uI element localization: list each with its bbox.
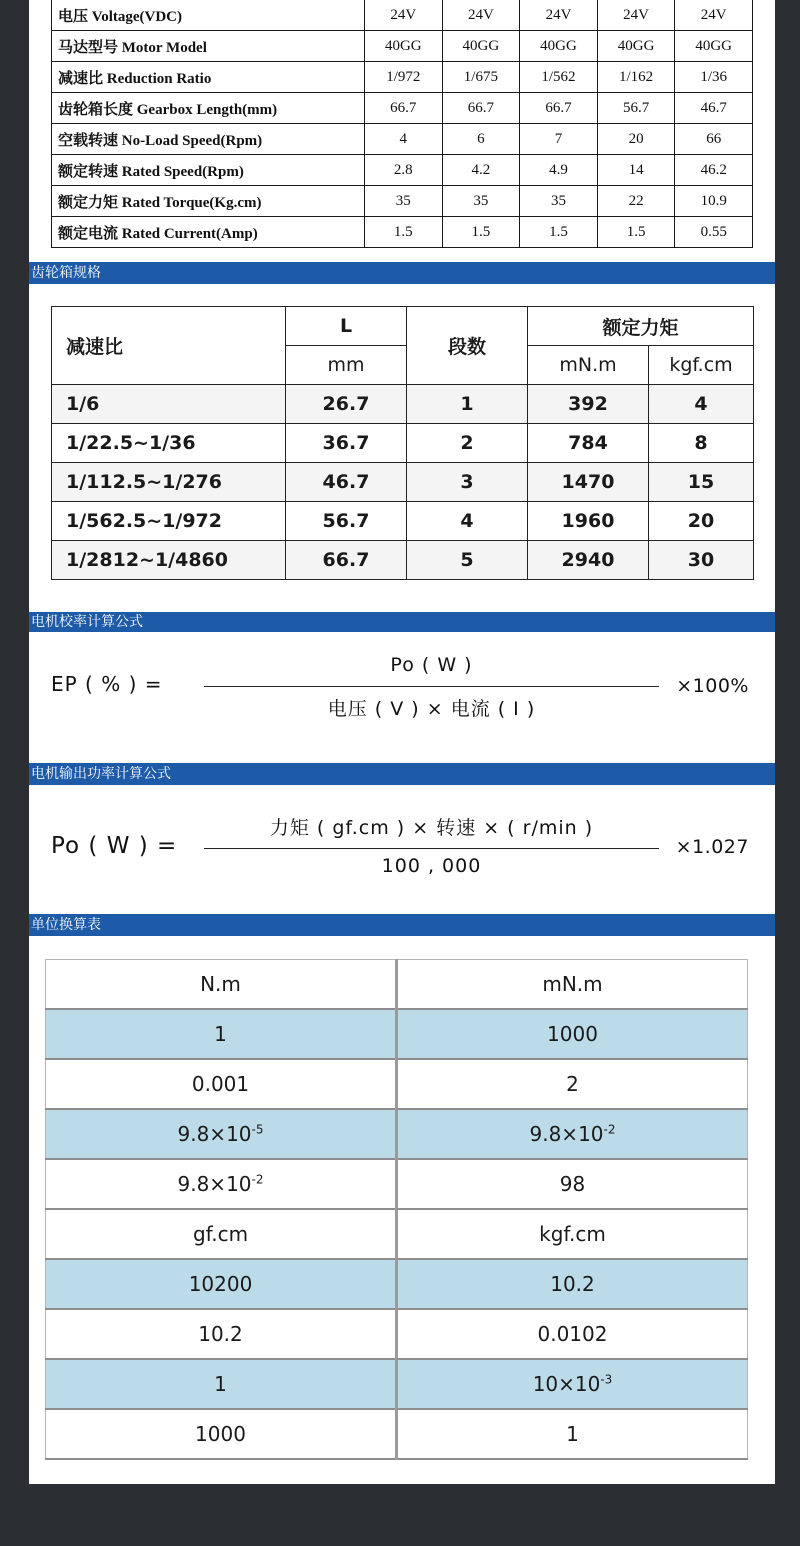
spec-label: 电压 Voltage(VDC) — [52, 0, 365, 31]
spec-cell: 46.2 — [675, 155, 753, 186]
fraction-line — [204, 686, 659, 687]
unit-cell: N.m — [46, 960, 397, 1010]
table-row — [52, 541, 754, 580]
spec-cell: 24V — [365, 0, 443, 31]
table-row — [52, 424, 754, 463]
formula-numerator: 力矩 ( gf.cm ) × 转速 × ( r/min ) — [269, 817, 594, 839]
table-row — [46, 1309, 748, 1359]
spec-cell: 66.7 — [520, 93, 598, 124]
gear-torque-mnm: 784 — [528, 424, 649, 463]
gear-ratio: 1/562.5~1/972 — [52, 502, 286, 541]
unit-cell: 10200 — [46, 1259, 397, 1309]
gear-torque-mnm: 1960 — [528, 502, 649, 541]
spec-cell: 1/675 — [442, 62, 520, 93]
gear-ratio: 1/22.5~1/36 — [52, 424, 286, 463]
spec-cell: 40GG — [365, 31, 443, 62]
formula-numerator: Po ( W ) — [390, 654, 473, 676]
fraction-line — [204, 848, 659, 849]
spec-row — [52, 93, 753, 124]
unit-base: 9.8×10 — [177, 1172, 252, 1196]
gear-length: 46.7 — [286, 463, 407, 502]
unit-cell — [46, 1159, 397, 1209]
spec-cell: 40GG — [675, 31, 753, 62]
spec-cell: 20 — [597, 124, 675, 155]
spec-cell: 24V — [675, 0, 753, 31]
gear-torque-kgfcm: 20 — [649, 502, 754, 541]
motor-spec-table — [51, 0, 753, 248]
section-header-efficiency: 电机校率计算公式 — [29, 612, 775, 632]
spec-cell: 0.55 — [675, 217, 753, 248]
gear-ratio: 1/6 — [52, 385, 286, 424]
table-row — [52, 463, 754, 502]
spec-label: 减速比 Reduction Ratio — [52, 62, 365, 93]
spec-cell: 46.7 — [675, 93, 753, 124]
spec-cell: 1/972 — [365, 62, 443, 93]
spec-cell: 1.5 — [520, 217, 598, 248]
section-header-gearbox: 齿轮箱规格 — [29, 262, 775, 284]
unit-cell: 0.0102 — [397, 1309, 748, 1359]
unit-cell: kgf.cm — [397, 1209, 748, 1259]
gear-torque-mnm: 1470 — [528, 463, 649, 502]
unit-cell: mN.m — [397, 960, 748, 1010]
spec-cell: 4.9 — [520, 155, 598, 186]
unit-cell: 1000 — [397, 1009, 748, 1059]
gear-stages: 2 — [407, 424, 528, 463]
unit-exponent: -2 — [603, 1122, 616, 1137]
unit-cell: 1 — [46, 1009, 397, 1059]
spec-cell: 66.7 — [365, 93, 443, 124]
spec-row — [52, 31, 753, 62]
spec-row — [52, 186, 753, 217]
table-row — [46, 1109, 748, 1159]
spec-label: 齿轮箱长度 Gearbox Length(mm) — [52, 93, 365, 124]
table-row — [46, 1009, 748, 1059]
gear-torque-kgfcm: 30 — [649, 541, 754, 580]
table-row — [52, 502, 754, 541]
unit-cell: 98 — [397, 1159, 748, 1209]
gear-torque-kgfcm: 4 — [649, 385, 754, 424]
section-header-power: 电机输出功率计算公式 — [29, 763, 775, 785]
formula-label: EP ( % ) = — [51, 672, 163, 696]
table-row — [46, 1409, 748, 1459]
unit-base: 9.8×10 — [529, 1122, 604, 1146]
unit-cell: gf.cm — [46, 1209, 397, 1259]
spec-cell: 35 — [442, 186, 520, 217]
spec-cell: 1/562 — [520, 62, 598, 93]
spec-cell: 24V — [597, 0, 675, 31]
spec-cell: 6 — [442, 124, 520, 155]
spec-cell: 22 — [597, 186, 675, 217]
unit-cell: 0.001 — [46, 1059, 397, 1109]
gear-torque-mnm: 392 — [528, 385, 649, 424]
gear-header-length: L — [286, 307, 407, 346]
spec-row — [52, 0, 753, 31]
formula-label: Po ( W ) = — [51, 833, 178, 859]
unit-cell — [46, 1109, 397, 1159]
table-row — [46, 1259, 748, 1309]
spec-cell: 24V — [520, 0, 598, 31]
spec-row — [52, 217, 753, 248]
unit-cell: 10.2 — [46, 1309, 397, 1359]
spec-label: 马达型号 Motor Model — [52, 31, 365, 62]
gear-header-length-unit: mm — [286, 346, 407, 385]
gear-length: 66.7 — [286, 541, 407, 580]
formula-denominator: 电压 ( V ) × 电流 ( I ) — [327, 698, 536, 720]
gear-torque-mnm: 2940 — [528, 541, 649, 580]
spec-cell: 2.8 — [365, 155, 443, 186]
spec-cell: 66 — [675, 124, 753, 155]
gear-header-ratio: 减速比 — [52, 307, 286, 385]
spec-cell: 40GG — [520, 31, 598, 62]
spec-cell: 40GG — [597, 31, 675, 62]
gear-torque-kgfcm: 8 — [649, 424, 754, 463]
spec-cell: 14 — [597, 155, 675, 186]
formula-denominator: 100 , 000 — [381, 855, 482, 877]
table-row — [52, 385, 754, 424]
spec-row — [52, 155, 753, 186]
section-header-units: 单位换算表 — [29, 914, 775, 936]
spec-row — [52, 62, 753, 93]
spec-cell: 35 — [365, 186, 443, 217]
spec-cell: 1/36 — [675, 62, 753, 93]
spec-label: 额定转速 Rated Speed(Rpm) — [52, 155, 365, 186]
spec-cell: 7 — [520, 124, 598, 155]
gear-header-row — [52, 307, 754, 346]
unit-exponent: -3 — [600, 1372, 613, 1387]
spec-cell: 40GG — [442, 31, 520, 62]
spec-label: 空载转速 No-Load Speed(Rpm) — [52, 124, 365, 155]
gear-header-torque: 额定力矩 — [528, 307, 754, 346]
spec-cell: 24V — [442, 0, 520, 31]
gear-stages: 4 — [407, 502, 528, 541]
unit-cell: 1 — [46, 1359, 397, 1409]
gear-header-stages: 段数 — [407, 307, 528, 385]
spec-cell: 1.5 — [442, 217, 520, 248]
spec-cell: 56.7 — [597, 93, 675, 124]
gear-length: 56.7 — [286, 502, 407, 541]
table-row — [46, 960, 748, 1010]
unit-exponent: -2 — [251, 1172, 264, 1187]
spec-cell: 10.9 — [675, 186, 753, 217]
unit-conversion-table — [45, 959, 748, 1460]
gear-ratio: 1/2812~1/4860 — [52, 541, 286, 580]
gear-stages: 3 — [407, 463, 528, 502]
gear-header-torque-unit-kgfcm: kgf.cm — [649, 346, 754, 385]
spec-cell: 1.5 — [597, 217, 675, 248]
table-row — [46, 1159, 748, 1209]
spec-cell: 4 — [365, 124, 443, 155]
table-row — [46, 1359, 748, 1409]
unit-cell: 1 — [397, 1409, 748, 1459]
gear-stages: 5 — [407, 541, 528, 580]
unit-base: 10×10 — [532, 1372, 601, 1396]
spec-label: 额定力矩 Rated Torque(Kg.cm) — [52, 186, 365, 217]
unit-cell — [397, 1109, 748, 1159]
formula-multiplier: ×1.027 — [675, 836, 749, 858]
unit-base: 9.8×10 — [177, 1122, 252, 1146]
spec-cell: 66.7 — [442, 93, 520, 124]
power-formula — [29, 785, 775, 913]
gearbox-spec-table — [51, 306, 754, 580]
table-row — [46, 1209, 748, 1259]
unit-cell: 1000 — [46, 1409, 397, 1459]
spec-cell: 35 — [520, 186, 598, 217]
efficiency-formula — [29, 632, 775, 760]
table-row — [46, 1059, 748, 1109]
unit-cell — [397, 1359, 748, 1409]
spec-row — [52, 124, 753, 155]
unit-cell: 2 — [397, 1059, 748, 1109]
formula-multiplier: ×100% — [676, 675, 749, 697]
spec-cell: 1.5 — [365, 217, 443, 248]
gear-stages: 1 — [407, 385, 528, 424]
gear-header-torque-unit-mnm: mN.m — [528, 346, 649, 385]
spec-cell: 4.2 — [442, 155, 520, 186]
gear-torque-kgfcm: 15 — [649, 463, 754, 502]
gear-length: 26.7 — [286, 385, 407, 424]
gear-length: 36.7 — [286, 424, 407, 463]
spec-label: 额定电流 Rated Current(Amp) — [52, 217, 365, 248]
unit-exponent: -5 — [251, 1122, 264, 1137]
spec-cell: 1/162 — [597, 62, 675, 93]
gear-ratio: 1/112.5~1/276 — [52, 463, 286, 502]
unit-cell: 10.2 — [397, 1259, 748, 1309]
